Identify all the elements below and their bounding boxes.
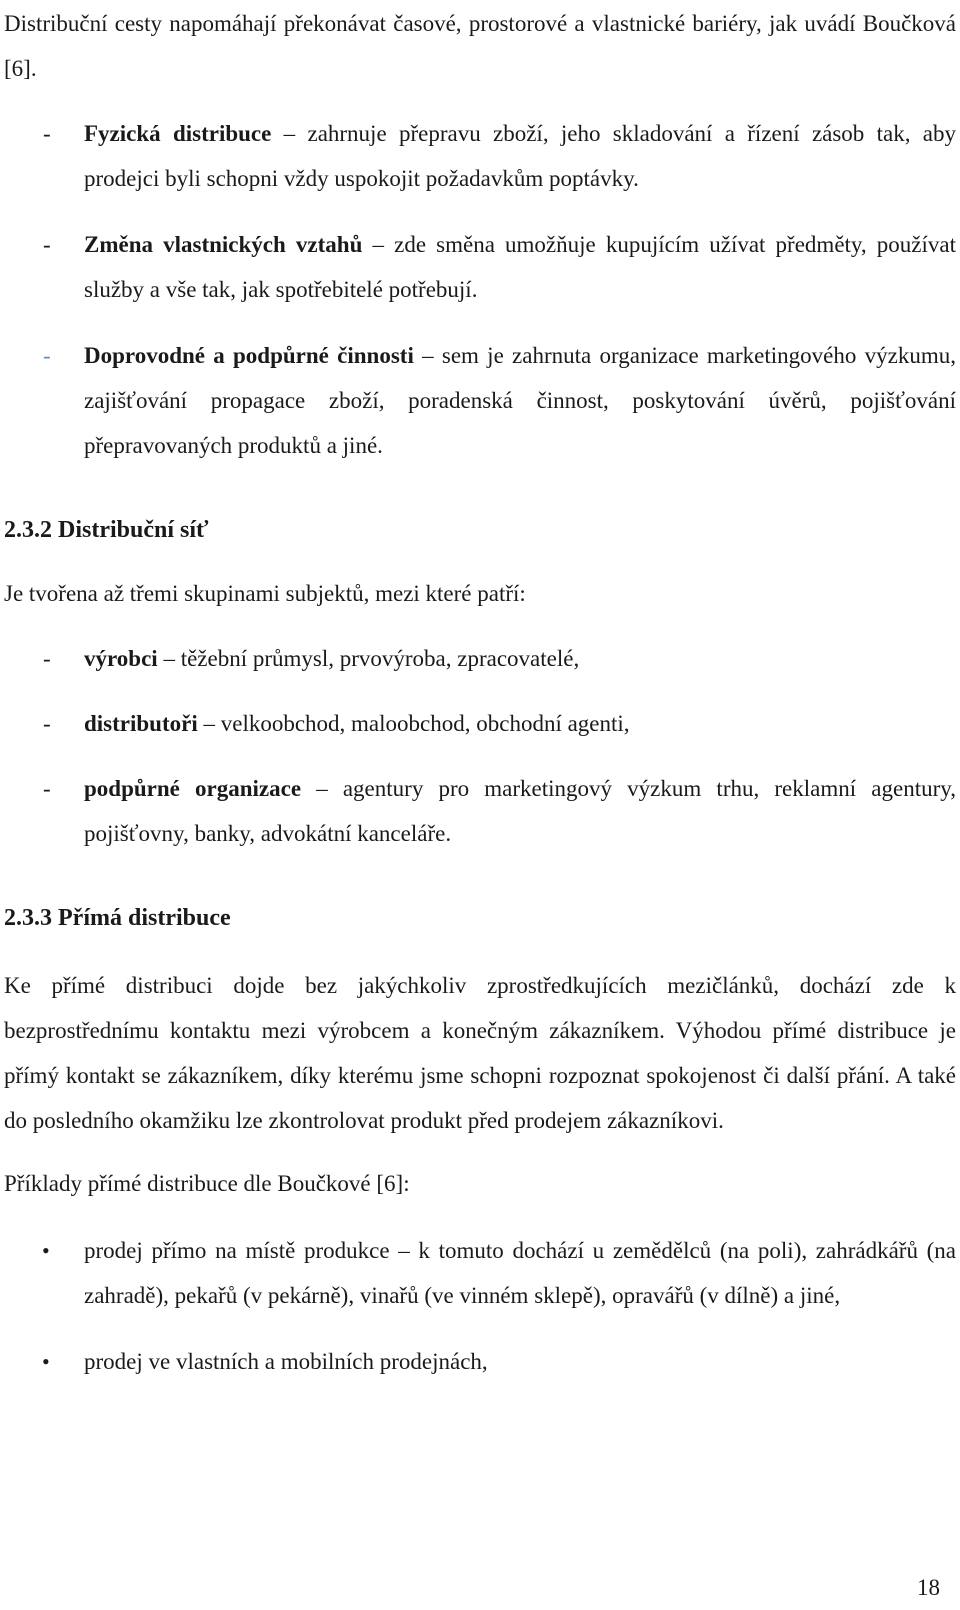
list-item-term: Doprovodné a podpůrné činnosti — [84, 343, 414, 368]
dash-marker: - — [43, 646, 51, 671]
examples-intro: Příklady přímé distribuce dle Boučkové [6]: — [4, 1171, 410, 1196]
list-item-description: – sem je zahrnuta organizace marketingového výzkumu, zajišťování propagace zboží, poradenská činnost, poskytování úvěrů, pojišťování přepravovaných produktů a jiné. — [84, 343, 956, 458]
dash-marker: - — [43, 776, 51, 801]
dash-marker: - — [43, 232, 51, 257]
list-item-text: prodej ve vlastních a mobilních prodejnách, — [84, 1349, 488, 1374]
document-page — [4, 0, 956, 1384]
section-paragraph: Ke přímé distribuci dojde bez jakýchkoliv zprostředkujících mezičlánků, dochází zde k bezprostřednímu kontaktu mezi výrobcem a konečným zákazníkem. Výhodou přímé distribuce je přímý kontakt se zákazníkem, díky kterému jsme schopni rozpoznat spokojenost či další přání. A také do posledního okamžiku lze zkontrolovat produkt před prodejem zákazníkovi. — [4, 973, 956, 1133]
list-item — [4, 701, 956, 746]
list-item-text — [84, 111, 956, 201]
list-item-description: – agentury pro marketingový výzkum trhu, reklamní agentury, pojišťovny, banky, advokátní kanceláře. — [84, 776, 956, 846]
dash-marker: - — [43, 121, 51, 146]
list-item-term: Změna vlastnických vztahů — [84, 232, 363, 257]
list-item — [4, 1228, 956, 1318]
list-item-term: Fyzická distribuce — [84, 121, 272, 146]
direct-distribution-examples-list — [4, 1228, 956, 1384]
list-item-description: – velkoobchod, maloobchod, obchodní agenti, — [197, 711, 630, 736]
list-item-description: – zahrnuje přepravu zboží, jeho skladování a řízení zásob tak, aby prodejci byli schopni vždy uspokojit požadavkům poptávky. — [84, 121, 956, 191]
list-item — [4, 636, 956, 681]
distribution-network-list — [4, 636, 956, 856]
list-item — [4, 111, 956, 201]
list-item — [4, 222, 956, 312]
list-item-term: výrobci — [84, 646, 158, 671]
section-heading: 2.3.2 Distribuční síť — [4, 517, 209, 543]
list-item — [4, 1339, 956, 1384]
list-item-description: – zde směna umožňuje kupujícím užívat předměty, používat služby a vše tak, jak spotřebitelé potřebují. — [84, 232, 956, 302]
dash-marker: - — [43, 343, 51, 368]
list-item — [4, 766, 956, 856]
list-item-text: prodej přímo na místě produkce – k tomuto dochází u zemědělců (na poli), zahrádkářů (na zahradě), pekařů (v pekárně), vinařů (ve vinném sklepě), opravářů (v dílně) a jiné, — [84, 1238, 956, 1308]
bullet-marker: • — [42, 1349, 50, 1374]
dash-marker: - — [43, 711, 51, 736]
intro-paragraph: Distribuční cesty napomáhají překonávat časové, prostorové a vlastnické bariéry, jak uvádí Boučková [6]. — [4, 11, 956, 81]
list-item-term: distributoři — [84, 711, 198, 736]
section-intro: Je tvořena až třemi skupinami subjektů, mezi které patří: — [4, 581, 526, 606]
list-item — [4, 333, 956, 468]
list-item-text — [84, 222, 956, 312]
list-item-text — [84, 766, 956, 856]
list-item-text — [84, 636, 956, 681]
distribution-functions-list — [4, 111, 956, 468]
section-heading: 2.3.3 Přímá distribuce — [4, 905, 231, 931]
bullet-marker: • — [42, 1238, 50, 1263]
list-item-text — [84, 701, 956, 746]
page-number: 18 — [917, 1575, 940, 1600]
list-item-description: – těžební průmysl, prvovýroba, zpracovatelé, — [157, 646, 580, 671]
list-item-term: podpůrné organizace — [84, 776, 302, 801]
list-item-text — [84, 333, 956, 468]
